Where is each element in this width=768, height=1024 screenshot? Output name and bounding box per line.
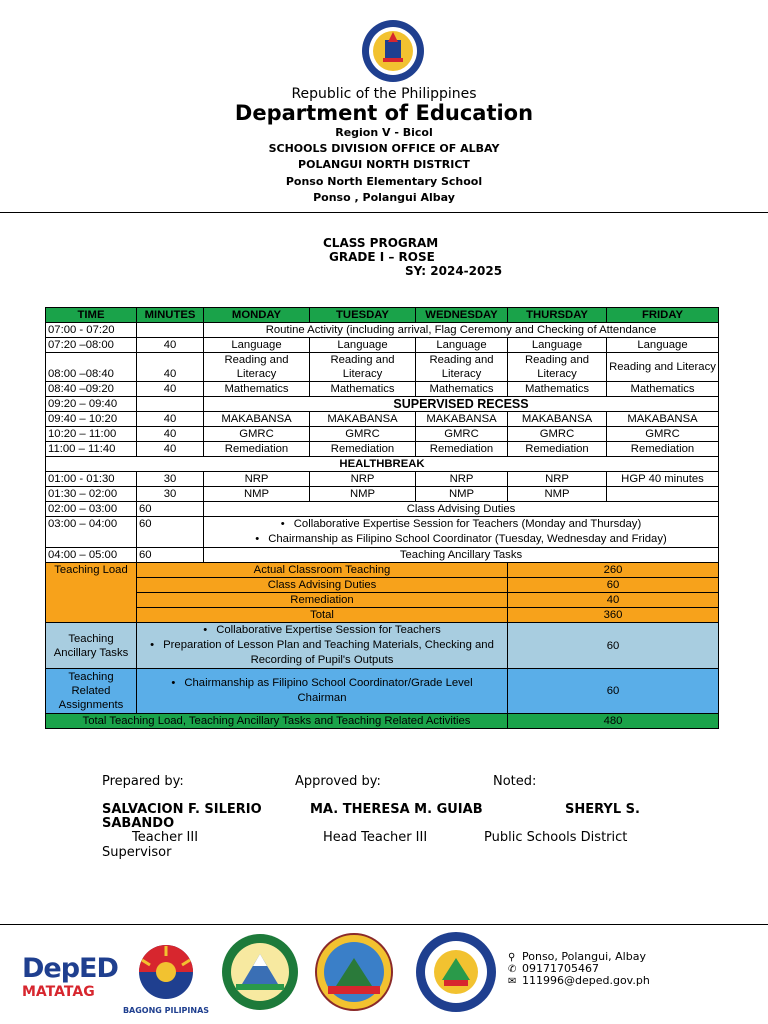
header-district: POLANGUI NORTH DISTRICT [298, 158, 470, 171]
header-department: Department of Education [234, 101, 534, 125]
time-cell: 09:20 – 09:40 [46, 397, 137, 412]
bullet-list [139, 623, 505, 668]
prepared-label: Prepared by: [102, 774, 184, 789]
table-row [46, 457, 719, 472]
table-header-row [46, 308, 719, 323]
bagong-pilipinas-label: BAGONG PILIPINAS [122, 1006, 210, 1015]
minutes-cell: 60 [137, 517, 204, 548]
load-item-label: Remediation [137, 593, 508, 608]
preparer-position: Teacher III [132, 830, 199, 845]
subject-cell: Reading and Literacy [508, 353, 607, 382]
footer-divider [0, 924, 768, 925]
table-row [46, 608, 719, 623]
approver-name: MA. THERESA M. GUIAB [310, 802, 483, 817]
minutes-cell [137, 323, 204, 338]
bagong-pilipinas-icon [120, 940, 212, 1002]
minutes-cell: 30 [137, 472, 204, 487]
minutes-cell: 40 [137, 353, 204, 382]
envelope-icon: ✉ [508, 976, 517, 987]
header-school: Ponso North Elementary School [285, 175, 483, 188]
subject-cell: Mathematics [310, 382, 416, 397]
teaching-load-label: Teaching Load [46, 563, 137, 623]
table-row [46, 353, 719, 382]
header-address: Ponso , Polangui Albay [313, 191, 455, 204]
time-cell: 04:00 – 05:00 [46, 548, 137, 563]
subject-cell: NMP [204, 487, 310, 502]
deped-matatag-logo [22, 942, 118, 1014]
location-pin-icon: ⚲ [508, 952, 516, 963]
subject-cell: Remediation [607, 442, 719, 457]
subject-cell: Reading and Literacy [310, 353, 416, 382]
table-row [46, 397, 719, 412]
deped-wordmark: DepED [22, 953, 118, 984]
table-row [46, 338, 719, 353]
list-item: • Chairmanship as Filipino School Coordinator (Tuesday, Wednesday and Friday) [206, 532, 716, 547]
minutes-cell: 60 [137, 548, 204, 563]
recess-cell: SUPERVISED RECESS [204, 397, 719, 412]
noter-name: SHERYL S. [565, 802, 640, 817]
table-row [46, 382, 719, 397]
load-item-label: Total [137, 608, 508, 623]
subject-cell: GMRC [508, 427, 607, 442]
col-header: TIME [46, 308, 137, 323]
noter-position: Public Schools District [484, 830, 628, 845]
table-row [46, 623, 719, 669]
table-row [46, 472, 719, 487]
matatag-wordmark: MATATAG [22, 984, 95, 1000]
subject-cell: Remediation [204, 442, 310, 457]
contact-email [508, 974, 650, 987]
subject-cell: Remediation [310, 442, 416, 457]
time-cell: 08:40 –09:20 [46, 382, 137, 397]
subject-cell: NRP [508, 472, 607, 487]
ancillary-label: Teaching Ancillary Tasks [46, 623, 137, 669]
preparer-name: SALVACION F. SILERIO [102, 802, 262, 817]
bullet-list [139, 676, 505, 706]
grand-total-label: Total Teaching Load, Teaching Ancillary Tasks and Teaching Related Activities [46, 714, 508, 729]
polangui-north-district-seal-icon [310, 932, 398, 1012]
subject-cell: GMRC [607, 427, 719, 442]
activity-cell: Routine Activity (including arrival, Flag Ceremony and Checking of Attendance [204, 323, 719, 338]
time-cell: 09:40 – 10:20 [46, 412, 137, 427]
list-item: • Preparation of Lesson Plan and Teaching Materials, Checking and Recording of Pupil's Outputs [139, 638, 505, 668]
subject-cell: Mathematics [508, 382, 607, 397]
time-cell: 03:00 – 04:00 [46, 517, 137, 548]
header-region: Region V - Bicol [335, 126, 433, 139]
minutes-cell: 40 [137, 338, 204, 353]
subject-cell: Mathematics [416, 382, 508, 397]
table-row [46, 412, 719, 427]
table-row [46, 548, 719, 563]
table-row [46, 487, 719, 502]
subject-cell: GMRC [416, 427, 508, 442]
load-item-label: Class Advising Duties [137, 578, 508, 593]
load-item-value: 40 [508, 593, 719, 608]
table-row [46, 593, 719, 608]
subject-cell: GMRC [204, 427, 310, 442]
table-row [46, 714, 719, 729]
ancillary-cell [137, 623, 508, 669]
time-cell: 02:00 – 03:00 [46, 502, 137, 517]
minutes-cell: 40 [137, 382, 204, 397]
subject-cell: MAKABANSA [607, 412, 719, 427]
time-cell: 11:00 – 11:40 [46, 442, 137, 457]
col-header: FRIDAY [607, 308, 719, 323]
subject-cell: NMP [416, 487, 508, 502]
col-header: MONDAY [204, 308, 310, 323]
class-program-table [45, 307, 719, 729]
time-cell: 07:20 –08:00 [46, 338, 137, 353]
list-item: • Collaborative Expertise Session for Teachers (Monday and Thursday) [206, 517, 716, 532]
subject-cell: Mathematics [204, 382, 310, 397]
table-row [46, 517, 719, 548]
subject-cell: MAKABANSA [204, 412, 310, 427]
related-cell [137, 669, 508, 714]
division-of-albay-seal-icon [220, 932, 300, 1012]
minutes-cell: 40 [137, 412, 204, 427]
load-item-label: Actual Classroom Teaching [137, 563, 508, 578]
minutes-cell: 40 [137, 427, 204, 442]
header-divider [0, 212, 768, 213]
subject-cell: Language [310, 338, 416, 353]
list-item: • Chairmanship as Filipino School Coordinator/Grade Level Chairman [151, 676, 493, 706]
subject-cell: HGP 40 minutes [607, 472, 719, 487]
deped-seal-icon [354, 18, 432, 84]
minutes-cell: 30 [137, 487, 204, 502]
col-header: MINUTES [137, 308, 204, 323]
noted-label: Noted: [493, 774, 537, 789]
table-row [46, 578, 719, 593]
time-cell: 07:00 - 07:20 [46, 323, 137, 338]
subject-cell: Language [607, 338, 719, 353]
header-republic: Republic of the Philippines [291, 86, 477, 102]
minutes-cell: 60 [137, 502, 204, 517]
subject-cell: Mathematics [607, 382, 719, 397]
activity-cell: Class Advising Duties [204, 502, 719, 517]
noter-name-cont: SABANDO [102, 816, 175, 831]
time-cell: 01:00 - 01:30 [46, 472, 137, 487]
subject-cell: Remediation [508, 442, 607, 457]
load-item-value: 360 [508, 608, 719, 623]
subject-cell: Reading and Literacy [416, 353, 508, 382]
subject-cell: MAKABANSA [508, 412, 607, 427]
activity-cell: Teaching Ancillary Tasks [204, 548, 719, 563]
header-division: SCHOOLS DIVISION OFFICE OF ALBAY [268, 142, 500, 155]
subject-cell: NRP [310, 472, 416, 487]
load-item-value: 60 [508, 578, 719, 593]
load-item-value: 260 [508, 563, 719, 578]
time-cell: 01:30 – 02:00 [46, 487, 137, 502]
ancillary-value: 60 [508, 623, 719, 669]
subject-cell: Reading and Literacy [204, 353, 310, 382]
subject-cell: Reading and Literacy [607, 353, 719, 382]
subject-cell: GMRC [310, 427, 416, 442]
col-header: THURSDAY [508, 308, 607, 323]
program-school-year: SY: 2024-2025 [405, 264, 503, 278]
table-row [46, 427, 719, 442]
healthbreak-cell: HEALTHBREAK [46, 457, 719, 472]
program-title: CLASS PROGRAM [323, 236, 439, 250]
subject-cell: NMP [310, 487, 416, 502]
approver-position: Head Teacher III [323, 830, 428, 845]
bullet-list [206, 517, 716, 547]
subject-cell: NRP [416, 472, 508, 487]
phone-text: 09171705467 [522, 962, 599, 975]
col-header: TUESDAY [310, 308, 416, 323]
email-text: 111996@deped.gov.ph [522, 974, 650, 987]
noter-position-cont: Supervisor [102, 845, 172, 860]
table-row [46, 502, 719, 517]
related-label: Teaching Related Assignments [46, 669, 137, 714]
subject-cell: Language [508, 338, 607, 353]
table-row [46, 323, 719, 338]
approved-label: Approved by: [295, 774, 381, 789]
subject-cell: NRP [204, 472, 310, 487]
table-row [46, 669, 719, 714]
grand-total-value: 480 [508, 714, 719, 729]
subject-cell: Language [204, 338, 310, 353]
subject-cell: NMP [508, 487, 607, 502]
subject-cell: MAKABANSA [416, 412, 508, 427]
table-row [46, 442, 719, 457]
related-value: 60 [508, 669, 719, 714]
table-row [46, 563, 719, 578]
subject-cell: Language [416, 338, 508, 353]
col-header: WEDNESDAY [416, 308, 508, 323]
time-cell: 08:00 –08:40 [46, 353, 137, 382]
phone-icon: ✆ [508, 964, 517, 975]
subject-cell: MAKABANSA [310, 412, 416, 427]
activity-cell [204, 517, 719, 548]
minutes-cell [137, 397, 204, 412]
subject-cell: Remediation [416, 442, 508, 457]
list-item: • Collaborative Expertise Session for Teachers [139, 623, 505, 638]
bagong-pilipinas-logo [120, 940, 212, 1016]
ponso-north-es-seal-icon [414, 930, 498, 1014]
time-cell: 10:20 – 11:00 [46, 427, 137, 442]
address-text: Ponso, Polangui, Albay [522, 950, 646, 963]
program-grade: GRADE I – ROSE [329, 250, 435, 264]
minutes-cell: 40 [137, 442, 204, 457]
subject-cell [607, 487, 719, 502]
